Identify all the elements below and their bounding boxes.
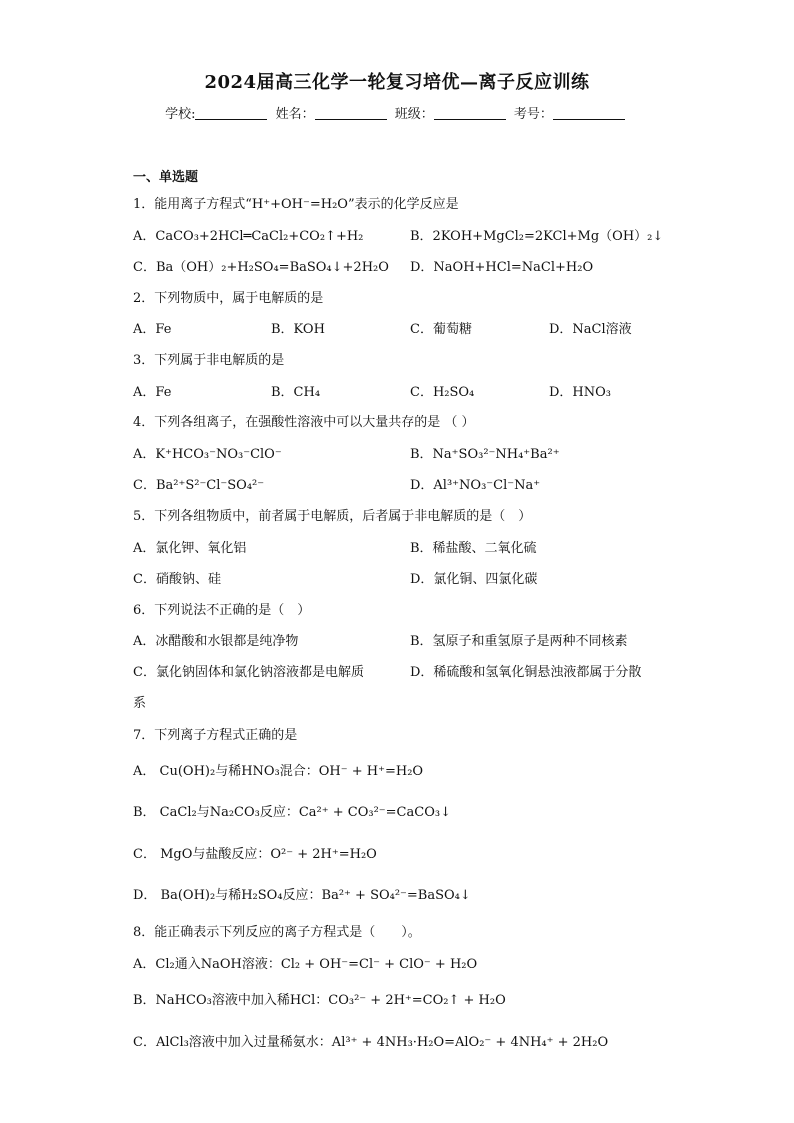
q2-option-b: B．KOH <box>271 322 325 337</box>
q3-option-c: C．H₂SO₄ <box>410 385 475 400</box>
number-blank[interactable] <box>553 107 625 120</box>
q5-option-d: D．氯化铜、四氯化碳 <box>410 572 538 587</box>
q1-option-b: B．2KOH+MgCl₂=2KCl+Mg（OH）₂↓ <box>410 229 664 244</box>
name-label: 姓名： <box>275 107 315 122</box>
q3-option-a: A．Fe <box>133 385 172 400</box>
q6-option-d: D．稀硫酸和氢氧化铜悬浊液都属于分散 <box>410 665 642 680</box>
q6-option-c: C．氯化钠固体和氯化钠溶液都是电解质 <box>133 665 364 680</box>
q3-option-b: B．CH₄ <box>271 385 321 400</box>
q7-option-a: A． Cu(OH)₂与稀HNO₃混合：OH⁻ + H⁺=H₂O <box>133 764 424 779</box>
q1-option-a: A．CaCO₃+2HCl═CaCl₂+CO₂↑+H₂ <box>133 229 364 244</box>
q4-stem: 4．下列各组离子，在强酸性溶液中可以大量共存的是 （ ） <box>133 415 475 430</box>
page-title: 2024届高三化学一轮复习培优—离子反应训练 <box>204 72 590 93</box>
q1-option-c: C．Ba（OH）₂+H₂SO₄=BaSO₄↓+2H₂O <box>133 260 389 275</box>
q5-option-a: A．氯化钾、氧化铝 <box>133 541 247 556</box>
q3-option-d: D．HNO₃ <box>549 385 612 400</box>
name-blank[interactable] <box>315 107 387 120</box>
q8-stem: 8．能正确表示下列反应的离子方程式是（ ）。 <box>133 925 421 940</box>
q7-option-c: C． MgO与盐酸反应：O²⁻ + 2H⁺=H₂O <box>133 847 377 862</box>
q2-option-a: A．Fe <box>133 322 172 337</box>
number-label: 考号： <box>513 107 553 122</box>
q7-stem: 7．下列离子方程式正确的是 <box>133 728 298 743</box>
q3-stem: 3．下列属于非电解质的是 <box>133 353 285 368</box>
q1-stem: 1．能用离子方程式“H⁺+OH⁻=H₂O”表示的化学反应是 <box>133 197 459 212</box>
q5-stem: 5．下列各组物质中，前者属于电解质，后者属于非电解质的是（ ） <box>133 509 532 524</box>
q8-option-b: B．NaHCO₃溶液中加入稀HCl：CO₃²⁻ + 2H⁺=CO₂↑ + H₂O <box>133 993 506 1008</box>
q6-stem: 6．下列说法不正确的是（ ） <box>133 603 311 618</box>
student-info <box>0 103 794 122</box>
school-label: 学校: <box>165 107 196 122</box>
q4-option-b: B．Na⁺SO₃²⁻NH₄⁺Ba²⁺ <box>410 447 560 462</box>
q4-option-a: A．K⁺HCO₃⁻NO₃⁻ClO⁻ <box>133 447 282 462</box>
q4-option-d: D．Al³⁺NO₃⁻Cl⁻Na⁺ <box>410 478 541 493</box>
q1-option-d: D．NaOH+HCl=NaCl+H₂O <box>410 260 594 275</box>
q7-option-b: B． CaCl₂与Na₂CO₃反应：Ca²⁺ + CO₃²⁻=CaCO₃↓ <box>133 805 451 820</box>
q2-stem: 2．下列物质中，属于电解质的是 <box>133 291 324 306</box>
q5-option-c: C．硝酸钠、硅 <box>133 572 221 587</box>
class-label: 班级： <box>394 107 434 122</box>
q2-option-d: D．NaCl溶液 <box>549 322 632 337</box>
q6-option-b: B．氢原子和重氢原子是两种不同核素 <box>410 634 628 649</box>
school-blank[interactable] <box>195 107 267 120</box>
q8-option-a: A．Cl₂通入NaOH溶液：Cl₂ + OH⁻=Cl⁻ + ClO⁻ + H₂O <box>133 957 478 972</box>
q7-option-d: D． Ba(OH)₂与稀H₂SO₄反应：Ba²⁺ + SO₄²⁻=BaSO₄↓ <box>133 888 471 903</box>
q6-option-a: A．冰醋酸和水银都是纯净物 <box>133 634 299 649</box>
class-blank[interactable] <box>434 107 506 120</box>
q5-option-b: B．稀盐酸、二氧化硫 <box>410 541 537 556</box>
q4-option-c: C．Ba²⁺S²⁻Cl⁻SO₄²⁻ <box>133 478 265 493</box>
section-heading: 一、单选题 <box>133 170 199 185</box>
q2-option-c: C．葡萄糖 <box>410 322 472 337</box>
q8-option-c: C．AlCl₃溶液中加入过量稀氨水：Al³⁺ + 4NH₃·H₂O=AlO₂⁻ + 4NH₄⁺ + 2H₂O <box>133 1035 609 1050</box>
q6-option-d-continued: 系 <box>133 696 147 711</box>
